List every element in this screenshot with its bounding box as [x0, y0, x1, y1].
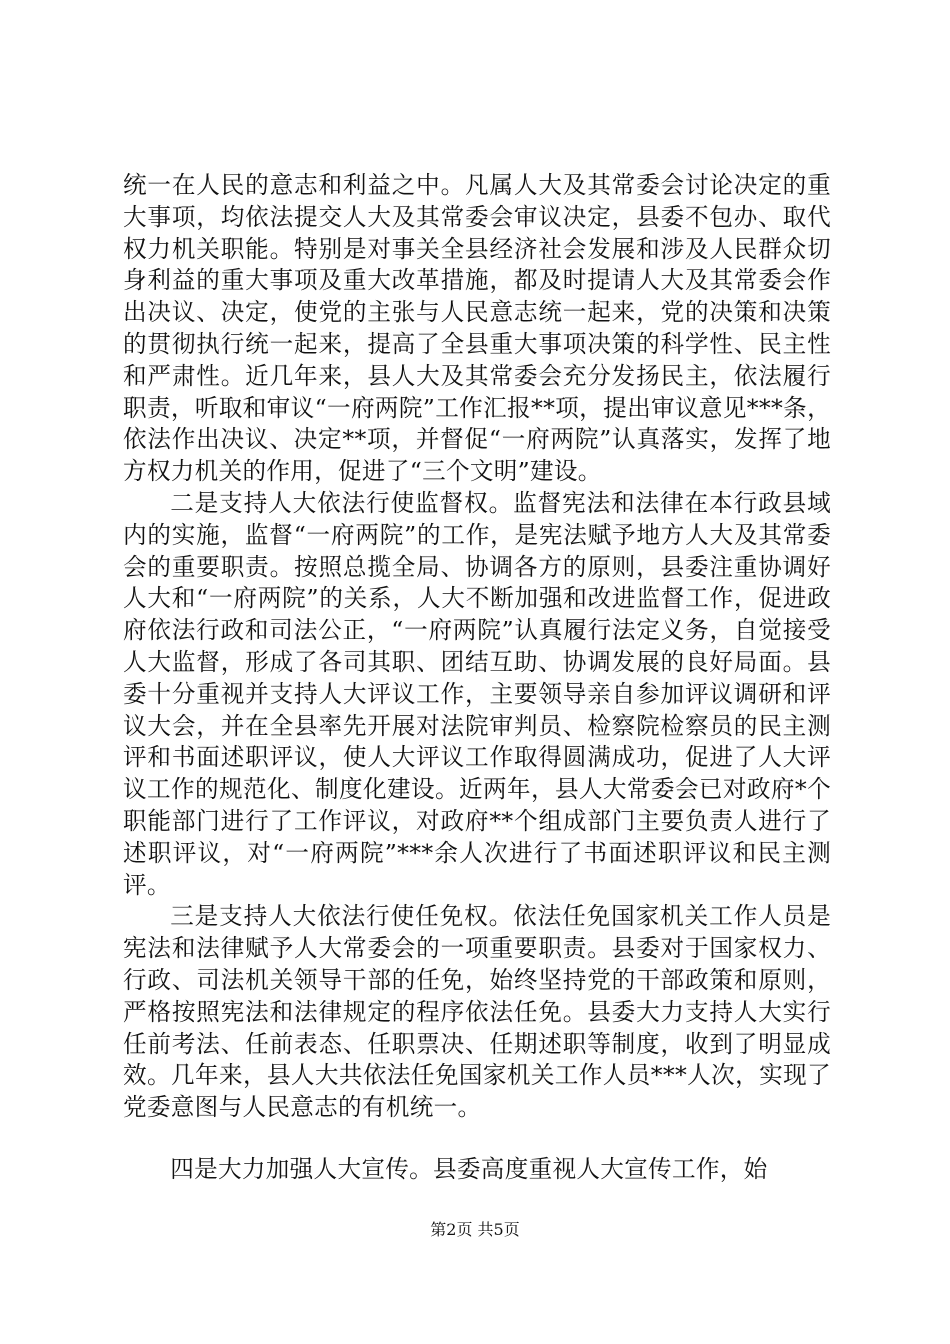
paragraph-publicity: 四是大力加强人大宣传。县委高度重视人大宣传工作，始 — [170, 1154, 768, 1183]
paragraph-appointment: 三是支持人大依法行使任免权。依法任免国家机关工作人员是宪法和法律赋予人大常委会的一项重要职责。县委对于国家权力、行政、司法机关领导干部的任免，始终坚持党的干部政策和原则，严格按照宪法和法律规定的程序依法任免。县委大力支持人大实行任前考法、任前表态、任职票决、任期述职等制度，收到了明显成效。几年来，县人大共依法任免国家机关工作人员***人次，实现了党委意图与人民意志的有机统一。 — [123, 902, 831, 1122]
paragraph-supervision: 二是支持人大依法行使监督权。监督宪法和法律在本行政县域内的实施，监督“一府两院”的工作，是宪法赋予地方人大及其常委会的重要职责。按照总揽全局、协调各方的原则，县委注重协调好人大和“一府两院”的关系，人大不断加强和改进监督工作，促进政府依法行政和司法公正，“一府两院”认真履行法定义务，自觉接受人大监督，形成了各司其职、团结互助、协调发展的良好局面。县委十分重视并支持人大评议工作，主要领导亲自参加评议调研和评议大会，并在全县率先开展对法院审判员、检察院检察员的民主测评和书面述职评议，使人大评议工作取得圆满成功，促进了人大评议工作的规范化、制度化建设。近两年，县人大常委会已对政府*个职能部门进行了工作评议，对政府**个组成部门主要负责人进行了述职评议，对“一府两院”***余人次进行了书面述职评议和民主测评。 — [123, 488, 831, 899]
document-body — [123, 170, 831, 1186]
paragraph-continued: 统一在人民的意志和利益之中。凡属人大及其常委会讨论决定的重大事项，均依法提交人大及其常委会审议决定，县委不包办、取代权力机关职能。特别是对事关全县经济社会发展和涉及人民群众切身利益的重大事项及重大改革措施，都及时提请人大及其常委会作出决议、决定，使党的主张与人民意志统一起来，党的决策和决策的贯彻执行统一起来，提高了全县重大事项决策的科学性、民主性和严肃性。近几年来，县人大及其常委会充分发扬民主，依法履行职责，听取和审议“一府两院”工作汇报**项，提出审议意见***条，依法作出决议、决定**项，并督促“一府两院”认真落实，发挥了地方权力机关的作用，促进了“三个文明”建设。 — [123, 171, 831, 486]
page-footer: 第2页 共5页 — [430, 1220, 520, 1239]
